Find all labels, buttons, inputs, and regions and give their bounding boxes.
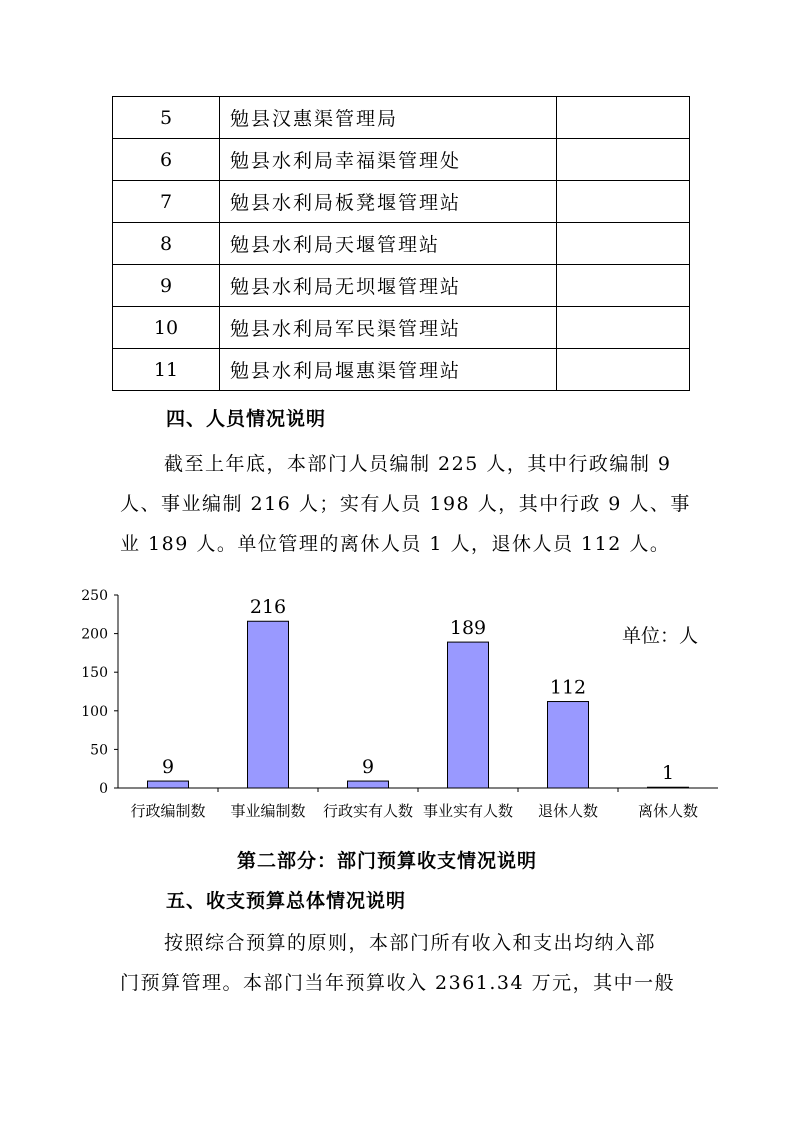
paragraph-line: 按照综合预算的原则，本部门所有收入和支出均纳入部 xyxy=(164,932,657,954)
y-tick-label: 50 xyxy=(90,742,108,759)
row-number: 11 xyxy=(113,349,220,391)
unit-name: 勉县水利局堰惠渠管理站 xyxy=(220,349,557,391)
x-category-label: 退休人数 xyxy=(537,802,599,820)
paragraph-line: 人、事业编制 216 人；实有人员 198 人，其中行政 9 人、事 xyxy=(120,493,691,515)
table-row xyxy=(113,181,690,223)
unit-name: 勉县水利局军民渠管理站 xyxy=(220,307,557,349)
chart-bar xyxy=(248,621,289,788)
row-number: 9 xyxy=(113,265,220,307)
chart-bar xyxy=(348,781,389,788)
table-row xyxy=(113,349,690,391)
data-label: 216 xyxy=(249,596,287,619)
row-number: 6 xyxy=(113,139,220,181)
data-label: 189 xyxy=(449,617,487,640)
x-category-label: 离休人数 xyxy=(637,802,699,820)
data-label: 9 xyxy=(361,756,375,779)
part-heading: 第二部分：部门预算收支情况说明 xyxy=(237,850,538,872)
chart-bar xyxy=(148,781,189,788)
unit-name: 勉县水利局天堰管理站 xyxy=(220,223,557,265)
unit-name: 勉县水利局幸福渠管理处 xyxy=(220,139,557,181)
x-category-label: 行政实有人数 xyxy=(322,802,414,820)
chart-axes xyxy=(81,588,718,797)
table-row xyxy=(113,97,690,139)
row-number: 7 xyxy=(113,181,220,223)
row-number: 8 xyxy=(113,223,220,265)
unit-note: 单位：人 xyxy=(622,625,699,647)
paragraph-line: 截至上年底，本部门人员编制 225 人，其中行政编制 9 xyxy=(164,453,672,475)
units-table xyxy=(112,96,690,391)
y-tick-label: 250 xyxy=(81,588,108,604)
data-label: 1 xyxy=(661,762,675,785)
paragraph-line: 业 189 人。单位管理的离休人员 1 人，退休人员 112 人。 xyxy=(120,533,671,555)
table-row xyxy=(113,307,690,349)
row-number: 5 xyxy=(113,97,220,139)
y-tick-label: 0 xyxy=(99,781,108,797)
paragraph-line: 门预算管理。本部门当年预算收入 2361.34 万元，其中一般 xyxy=(120,972,676,994)
chart-bars xyxy=(148,621,689,788)
empty-cell xyxy=(557,223,690,265)
empty-cell xyxy=(557,349,690,391)
section-heading-budget: 五、收支预算总体情况说明 xyxy=(166,890,407,912)
table-row xyxy=(113,223,690,265)
chart-bar xyxy=(548,702,589,788)
x-category-label: 行政编制数 xyxy=(130,802,206,820)
table-row xyxy=(113,265,690,307)
x-category-label: 事业实有人数 xyxy=(422,802,514,820)
chart-bar xyxy=(648,787,689,788)
personnel-bar-chart xyxy=(70,585,730,835)
chart-labels xyxy=(130,596,698,820)
row-number: 10 xyxy=(113,307,220,349)
empty-cell xyxy=(557,139,690,181)
section-heading-personnel: 四、人员情况说明 xyxy=(166,408,327,430)
data-label: 112 xyxy=(549,676,587,699)
unit-name: 勉县水利局无坝堰管理站 xyxy=(220,265,557,307)
x-category-label: 事业编制数 xyxy=(230,802,306,820)
empty-cell xyxy=(557,97,690,139)
y-tick-label: 150 xyxy=(81,665,108,682)
chart-bar xyxy=(448,642,489,788)
table-row xyxy=(113,139,690,181)
empty-cell xyxy=(557,181,690,223)
data-label: 9 xyxy=(161,756,175,779)
unit-name: 勉县汉惠渠管理局 xyxy=(220,97,557,139)
y-tick-label: 100 xyxy=(81,703,108,720)
y-tick-label: 200 xyxy=(81,626,108,643)
empty-cell xyxy=(557,265,690,307)
empty-cell xyxy=(557,307,690,349)
unit-name: 勉县水利局板凳堰管理站 xyxy=(220,181,557,223)
